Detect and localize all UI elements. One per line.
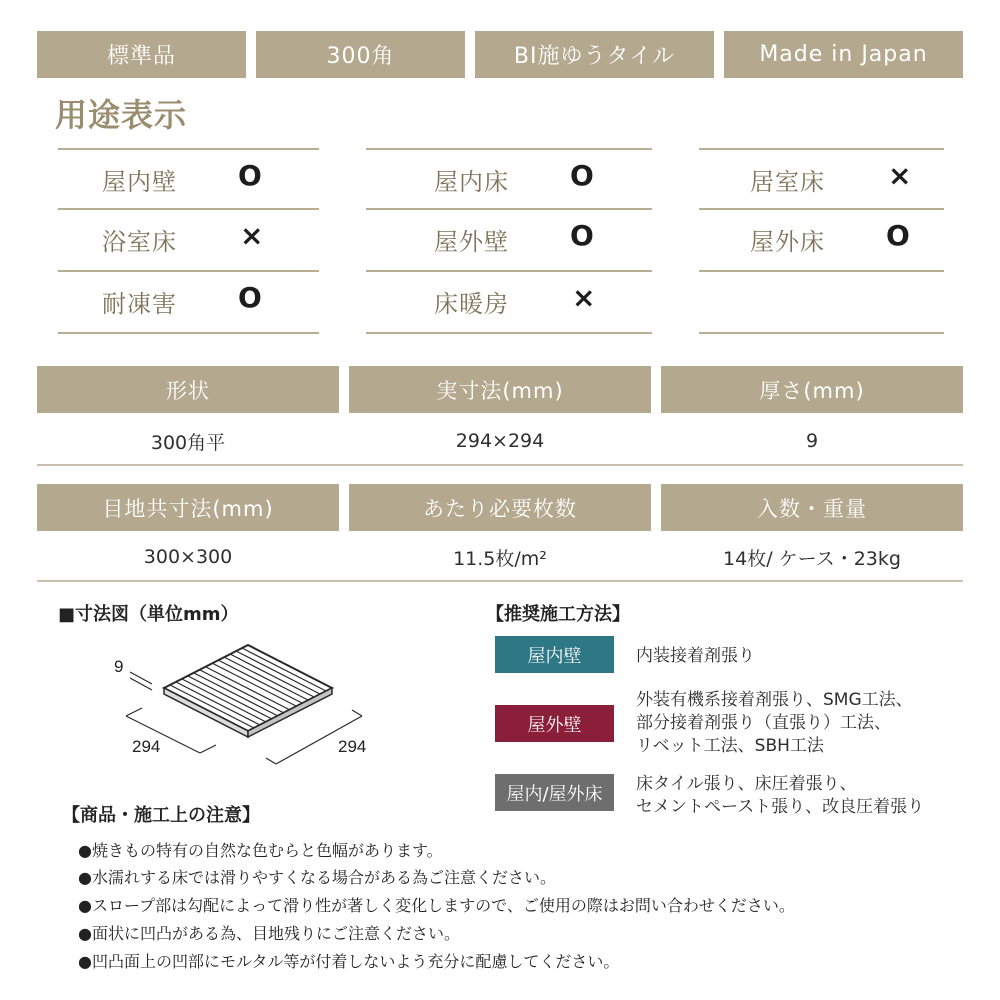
usage-label: 浴室床 — [102, 228, 177, 256]
usage-label: 居室床 — [750, 168, 825, 196]
note-item: ●スロープ部は勾配によって滑り性が著しく変化しますので、ご使用の際はお問い合わせください。 — [78, 896, 795, 915]
tag-size: 300角 — [256, 31, 465, 78]
spec-header-actual-size: 実寸法(mm) — [349, 366, 651, 413]
usage-cell — [58, 148, 319, 210]
method-line: 部分接着剤張り（直張り）工法、 — [636, 713, 891, 733]
usage-label: 屋内床 — [434, 168, 509, 196]
usage-cell — [699, 210, 944, 272]
method-text-indoor-wall — [636, 645, 755, 668]
dimension-width-label: 294 — [132, 737, 161, 756]
dimension-thickness-label: 9 — [114, 657, 124, 676]
spec-header-count-per-area: あたり必要枚数 — [349, 484, 651, 531]
note-item: ●面状に凹凸がある為、目地残りにご注意ください。 — [78, 924, 460, 943]
method-line: 床タイル張り、床圧着張り、 — [636, 774, 857, 794]
usage-label: 屋内壁 — [102, 168, 177, 196]
note-item: ●焼きもの特有の自然な色むらと色幅があります。 — [78, 841, 443, 860]
usage-cell — [699, 148, 944, 210]
spec-value-joint-size: 300×300 — [143, 546, 233, 568]
usage-cell — [366, 148, 652, 210]
usage-mark: × — [572, 281, 596, 314]
usage-label: 屋外床 — [750, 228, 825, 256]
usage-title: 用途表示 — [55, 96, 188, 134]
note-item: ●凹凸面上の凹部にモルタル等が付着しないよう充分に配慮してください。 — [78, 952, 620, 971]
method-line: リベット工法、SBH工法 — [636, 736, 824, 756]
dimension-depth-label: 294 — [338, 737, 367, 756]
usage-mark: × — [888, 159, 912, 192]
usage-mark: O — [570, 159, 594, 192]
method-line: 内装接着剤張り — [636, 646, 755, 666]
spec-value-shape: 300角平 — [150, 431, 226, 454]
usage-cell — [58, 210, 319, 272]
spec-value-actual-size: 294×294 — [455, 430, 545, 452]
notes-title: 【商品・施工上の注意】 — [62, 805, 260, 826]
methods-title: 【推奨施工方法】 — [486, 604, 630, 625]
divider — [37, 580, 963, 582]
tag-glaze: BI施ゆうタイル — [475, 31, 714, 78]
usage-cell — [699, 272, 944, 334]
usage-cell — [366, 210, 652, 272]
dimension-title: ■寸法図（単位mm） — [58, 604, 239, 625]
tag-standard: 標準品 — [37, 31, 246, 78]
method-chip-outdoor-wall: 屋外壁 — [495, 705, 614, 742]
method-text-outdoor-wall — [636, 689, 913, 758]
method-line: セメントペースト張り、改良圧着張り — [636, 797, 925, 817]
tag-origin: Made in Japan — [724, 31, 963, 78]
dimension-diagram — [100, 640, 390, 770]
usage-label: 耐凍害 — [102, 290, 177, 318]
method-line: 外装有機系接着剤張り、SMG工法、 — [636, 690, 913, 710]
usage-cell — [366, 272, 652, 334]
method-chip-floor: 屋内/屋外床 — [495, 774, 614, 811]
spec-header-shape: 形状 — [37, 366, 339, 413]
usage-mark: × — [240, 219, 264, 252]
note-item: ●水濡れする床では滑りやすくなる場合がある為ご注意ください。 — [78, 868, 556, 887]
spec-value-pack-weight: 14枚/ ケース・23kg — [723, 547, 901, 570]
usage-label: 屋外壁 — [434, 228, 509, 256]
spec-header-thickness: 厚さ(mm) — [661, 366, 963, 413]
usage-mark: O — [238, 281, 262, 314]
usage-mark: O — [570, 219, 594, 252]
usage-mark: O — [886, 219, 910, 252]
spec-value-thickness: 9 — [805, 430, 819, 452]
method-text-floor — [636, 773, 924, 819]
spec-header-pack-weight: 入数・重量 — [661, 484, 963, 531]
usage-label: 床暖房 — [434, 290, 509, 318]
spec-header-joint-size: 目地共寸法(mm) — [37, 484, 339, 531]
divider — [37, 464, 963, 466]
usage-cell — [58, 272, 319, 334]
spec-value-count-per-area: 11.5枚/m² — [453, 547, 547, 570]
usage-mark: O — [238, 159, 262, 192]
method-chip-indoor-wall: 屋内壁 — [495, 636, 614, 673]
